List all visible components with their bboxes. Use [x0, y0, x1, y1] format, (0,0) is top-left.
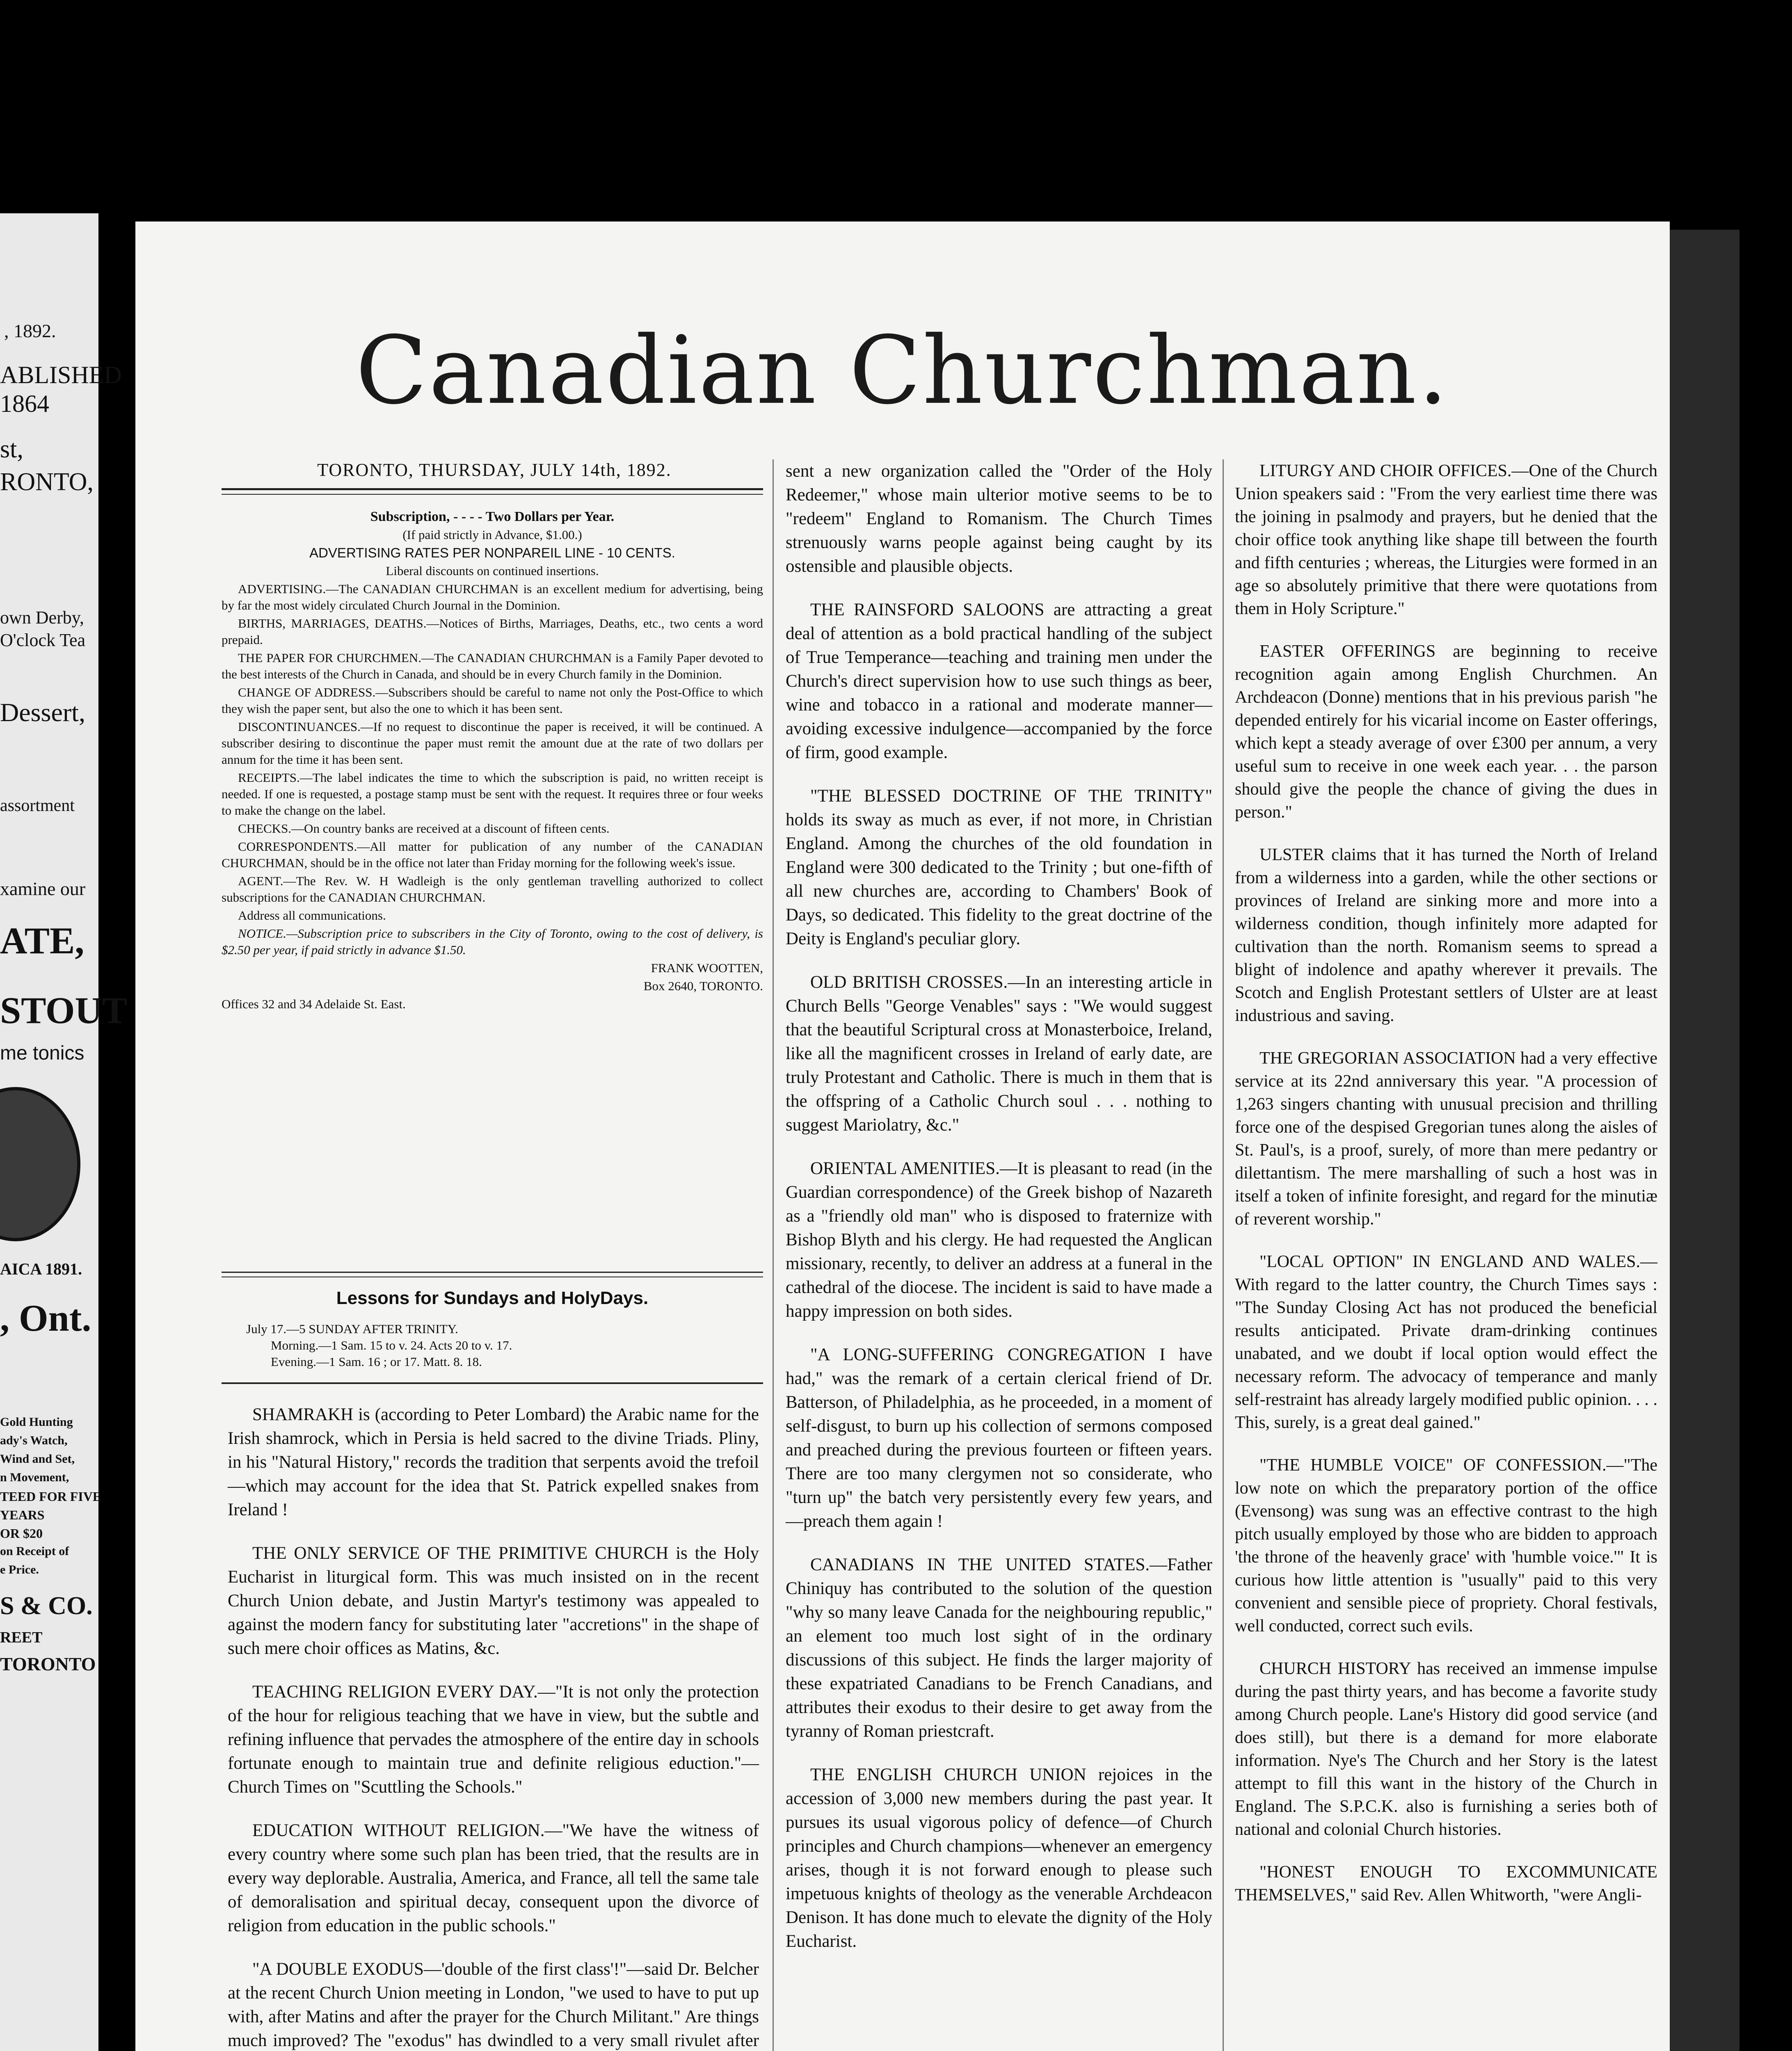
lessons-list [246, 1321, 763, 1370]
notice-price: NOTICE.—Subscription price to subscribers in the City of Toronto, owing to the cost of delivery, is $2.50 per year, if paid strictly in advance $1.50. [222, 926, 763, 957]
prev-fragment: Wind and Set, [0, 1452, 75, 1466]
advance-price: (If paid strictly in Advance, $1.00.) [402, 528, 582, 542]
prev-fragment: xamine our [0, 878, 86, 899]
lessons-heading: Lessons for Sundays and HolyDays. [336, 1288, 649, 1308]
prev-fragment: S & CO. [0, 1592, 93, 1620]
prev-fragment: OR $20 [0, 1526, 43, 1541]
divider [222, 1272, 763, 1273]
article-shamrakh: SHAMRAKH is (according to Peter Lombard) the Arabic name for the Irish shamrock, which in Persia is held sacred to the divine Triads. Pliny, in his "Natural History," records the tradition that serpents avoid the trefoil—which may account for the idea that St. Patrick expelled snakes from Ireland ! [228, 1405, 759, 1519]
previous-page-edge [0, 213, 128, 2051]
prev-fragment: on Receipt of [0, 1544, 69, 1558]
article-blessed-doctrine: "THE BLESSED DOCTRINE OF THE TRINITY" holds its sway as much as ever, if not more, in Christian England. Among the churches of the old foundation in England were 300 dedicated to the Trinity ; but one-fifth of all new churches are, according to Chambers' Book of Days, so dedicated. This fidelity to the great doctrine of the Deity is England's peculiar glory. [786, 786, 1212, 948]
prev-fragment: n Movement, [0, 1471, 69, 1484]
discounts-note: Liberal discounts on continued insertions. [386, 564, 599, 578]
divider [222, 488, 763, 490]
prev-fragment: assortment [0, 796, 75, 815]
dateline: TORONTO, THURSDAY, JULY 14th, 1892. [317, 460, 672, 480]
article-canadians-in-us: CANADIANS IN THE UNITED STATES.—Father Chiniquy has contributed to the solution of the question "why so many leave Canada for the neighbouring republic," an element too much lost sight of in the ordinary discussions of this subject. He finds the larger majority of these expatriated Canadians to be French Canadians, and attributes their exodus to their desire to get away from the tyranny of Roman priestcraft. [786, 1555, 1212, 1741]
prev-fragment: ady's Watch, [0, 1434, 68, 1447]
notice-advertising: ADVERTISING.—The CANADIAN CHURCHMAN is an excellent medium for advertising, being by far the most widely circulated Church Journal in the Dominion. [222, 582, 763, 612]
subscription-box [222, 509, 763, 1014]
prev-fragment: O'clock Tea [0, 630, 86, 650]
article-oriental-amenities: ORIENTAL AMENITIES.—It is pleasant to read (in the Guardian correspondence) of the Greek bishop of Nazareth as a "friendly old man" who is disposed to fraternize with Bishop Blyth and his clergy. He had requested the Anglican missionary, recently, to deliver an address at a funeral in the cathedral of the diocese. The incident is said to have made a happy impression on both sides. [786, 1159, 1212, 1321]
prev-fragment: , 1892. [4, 320, 56, 341]
divider [222, 494, 763, 495]
article-easter-offerings: EASTER OFFERINGS are beginning to receive recognition again among English Churchmen. An Archdeacon (Donne) mentions that in his previous parish "he depended entirely for his vicarial income on Easter offerings, which kept a steady average of over £300 per annum, a very useful sum to receive in one week each year. . . the parson should give the people the chance of giving the dues in person." [1235, 642, 1657, 822]
article-teaching-religion: TEACHING RELIGION EVERY DAY.—"It is not only the protection of the hour for religious teaching that we have in view, but the subtle and refining influence that pervades the atmosphere of the entire day in schools fortunate enough to maintain true and definite religious eduction."—Church Times on "Scuttling the Schools." [228, 1682, 759, 1797]
lesson-date: July 17.—5 SUNDAY AFTER TRINITY. [246, 1322, 458, 1336]
article-liturgy-choir: LITURGY AND CHOIR OFFICES.—One of the Church Union speakers said : "From the very earliest time there was the joining in psalmody and prayers, but he denied that the choir office took anything like shape till between the fourth and fifth centuries ; whereas, the Liturgies were formed in an age so absolutely primitive that there were quotations from them in Holy Scripture." [1235, 461, 1657, 618]
prev-fragment: STOUT [0, 989, 128, 1031]
prev-fragment: AICA 1891. [0, 1260, 82, 1278]
prev-fragment: ATE, [0, 920, 85, 962]
article-humble-voice: "THE HUMBLE VOICE" OF CONFESSION.—"The low note on which the preparatory portion of the office (Evensong) was sung was an effective contrast to the high pitch usually employed by those who are bidden to approach 'the throne of the heavenly grace' with 'humble voice.'" It is curious how little attention is "usually" paid to this very convenient and sensible piece of propriety. Choral festivals, well conducted, correct such evils. [1235, 1456, 1657, 1635]
prev-fragment: me tonics [0, 1042, 85, 1064]
notice-agent: AGENT.—The Rev. W. H Wadleigh is the only gentleman travelling authorized to collect subscriptions for the CANADIAN CHURCHMAN. [222, 874, 763, 904]
article-honest-enough: "HONEST ENOUGH TO EXCOMMUNICATE THEMSELVES," said Rev. Allen Whitworth, "were Angli- [1235, 1863, 1657, 1905]
prev-fragment: e Price. [0, 1563, 39, 1576]
notice-discontinuances: DISCONTINUANCES.—If no request to discontinue the paper is received, it will be continued. A subscriber desiring to discontinue the paper must remit the amount due at the rate of two dollars per annum for the time it has been sent. [222, 719, 763, 767]
column-1-articles [228, 1403, 759, 2051]
prev-fragment: , Ont. [0, 1297, 91, 1339]
newspaper-page [135, 222, 1670, 2051]
prev-fragment: TEED FOR FIVE [0, 1489, 102, 1504]
article-primitive-church: THE ONLY SERVICE OF THE PRIMITIVE CHURCH is the Holy Eucharist in liturgical form. This was much insisted on in the recent Church Union debate, and Justin Martyr's testimony was appealed to against the modern fancy for substituting later "accretions" in the shape of such mere choir offices as Matins, &c. [228, 1544, 759, 1658]
article-church-history: CHURCH HISTORY has received an immense impulse during the past thirty years, and has become a favorite study among Church people. Lane's History did good service (and does still), but there is a demand for more elaborate information. Nye's The Church and her Story is the latest attempt to fill this want in the history of the Church in England. The S.P.C.K. also is furnishing a series both of national and colonial Church histories. [1235, 1659, 1657, 1839]
lesson-morning: Morning.—1 Sam. 15 to v. 24. Acts 20 to v. 17. [271, 1338, 512, 1352]
notice-checks: CHECKS.—On country banks are received at a discount of fifteen cents. [238, 821, 610, 836]
article-ulster: ULSTER claims that it has turned the North of Ireland from a wilderness into a garden, while the other sections or provinces of Ireland are sinking more and more into a wilderness condition, though infinitely more adapted for cultivation than the north. Romanism seems to spread a blight of indolence and apathy wherever it prevails. The Scotch and English Protestant settlers of Ulster are at least industrious and saving. [1235, 845, 1657, 1025]
prev-fragment: RONTO, [0, 468, 94, 496]
article-long-suffering: "A LONG-SUFFERING CONGREGATION I have had," was the remark of a certain clerical friend of Dr. Batterson, of Philadelphia, as he proceeded, in a moment of self-disgust, to burn up his collection of sermons composed and preached during the previous fourteen or fifteen years. There are too many clergymen not so considerate, who "turn up" the batch very persistently every few years, and —preach them again ! [786, 1345, 1212, 1531]
column-2-articles [786, 459, 1212, 1973]
prev-fragment: YEARS [0, 1507, 45, 1522]
article-double-exodus: "A DOUBLE EXODUS—'double of the first class'!"—said Dr. Belcher at the recent Church Union meeting in London, "we used to have to put up with, after Matins and after the prayer for the Church Militant." Are things much improved? The "exodus" has dwindled to a very small rivulet after [228, 1960, 759, 2050]
notice-change-address: CHANGE OF ADDRESS.—Subscribers should be careful to name not only the Post-Office to which they wish the paper sent, but also the one to which it has been sent. [222, 685, 763, 716]
article-old-british-crosses: OLD BRITISH CROSSES.—In an interesting article in Church Bells "George Venables" says : "We would suggest that the beautiful Scriptural cross at Monasterboice, Ireland, like all the magnificent crosses in Ireland of early date, are truly Protestant and Catholic. There is much in them that is the offspring of a Catholic Church soul . . . nothing to suggest Mariolatry, &c." [786, 973, 1212, 1135]
prev-fragment: st, [0, 435, 23, 463]
prev-fragment: REET [0, 1629, 43, 1646]
column-rule [773, 459, 774, 2051]
offices-address: Offices 32 and 34 Adelaide St. East. [222, 997, 406, 1011]
article-ohr-continued: sent a new organization called the "Order of the Holy Redeemer," whose main ulterior motive seems to be to "redeem" England to Romanism. The Church Times strenuously warns people against being caught by its ostensible and plausible objects. [786, 461, 1212, 576]
prev-fragment: ABLISHED [0, 361, 122, 388]
notice-births: BIRTHS, MARRIAGES, DEATHS.—Notices of Births, Marriages, Deaths, etc., two cents a word prepaid. [222, 616, 763, 647]
prev-fragment: Dessert, [0, 698, 85, 727]
notice-paper: THE PAPER FOR CHURCHMEN.—The CANADIAN CHURCHMAN is a Family Paper devoted to the best interests of the Church in Canada, and should be in every Church family in the Dominion. [222, 651, 763, 681]
divider [222, 1382, 763, 1384]
article-local-option: "LOCAL OPTION" IN ENGLAND AND WALES.—With regard to the latter country, the Church Times says : "The Sunday Closing Act has not produced the beneficial results anticipated. Private dram-drinking continues unabated, and we doubt if local option would effect the necessary reform. The advocacy of temperance and manly self-restraint has already largely modified public opinion. . . . This, surely, is a great deal gained." [1235, 1252, 1657, 1432]
prev-fragment: Gold Hunting [0, 1415, 73, 1429]
notice-correspondents: CORRESPONDENTS.—All matter for publication of any number of the CANADIAN CHURCHMAN, should be in the office not later than Friday morning for the following week's issue. [222, 839, 763, 870]
advertising-rates: ADVERTISING RATES PER NONPAREIL LINE - 10 CENTS. [309, 545, 675, 560]
prev-fragment: TORONTO [0, 1654, 96, 1674]
subscription-price: Subscription, - - - - Two Dollars per Year. [370, 509, 615, 524]
publisher-name: FRANK WOOTTEN, [651, 961, 763, 975]
column-rule [1223, 459, 1224, 2051]
notice-receipts: RECEIPTS.—The label indicates the time to which the subscription is paid, no written receipt is needed. If one is requested, a postage stamp must be sent with the request. It requires three or four weeks to make the change on the label. [222, 770, 763, 818]
lesson-evening: Evening.—1 Sam. 16 ; or 17. Matt. 8. 18. [271, 1354, 482, 1369]
article-rainsford-saloons: THE RAINSFORD SALOONS are attracting a great deal of attention as a bold practical handling of the subject of True Temperance—teaching and training men under the Church's direct supervision how to use such things as beer, wine and tobacco in a rational and moderate manner—avoiding excessive indulgence—accompanied by the force of firm, good example. [786, 600, 1212, 762]
prev-fragment: 1864 [0, 390, 49, 417]
article-english-church-union: THE ENGLISH CHURCH UNION rejoices in the accession of 3,000 new members during the past year. It pursues its usual vigorous policy of defence—of Church principles and Church champions—whenever an emergency arises, though it is not forward enough to please such impetuous knights of theology as the venerable Archdeacon Denison. It has done much to elevate the dignity of the Holy Eucharist. [786, 1765, 1212, 1951]
notice-address: Address all communications. [238, 908, 386, 923]
article-education-without-religion: EDUCATION WITHOUT RELIGION.—"We have the witness of every country where some such plan has been tried, that the results are in every way deplorable. Australia, America, and France, all tell the same tale of demoralisation and spiritual decay, consequent upon the divorce of religion from education in the public schools." [228, 1821, 759, 1935]
prev-fragment: own Derby, [0, 608, 84, 628]
masthead-title: Canadian Churchman. [355, 316, 1450, 425]
publisher-box: Box 2640, TORONTO. [643, 979, 763, 993]
medal-icon [0, 1087, 80, 1241]
article-gregorian-association: THE GREGORIAN ASSOCIATION had a very effective service at its 22nd anniversary this year. "A procession of 1,263 singers chanting with unusual precision and thrilling force one of the despised Gregorian tunes along the aisles of St. Paul's, is a proof, surely, of more than mere pedantry or dilettantism. The mere marshalling of such a host was in itself a token of infinite foresight, and regard for the minutiæ of reverent worship." [1235, 1049, 1657, 1229]
column-3-articles [1235, 459, 1657, 1926]
